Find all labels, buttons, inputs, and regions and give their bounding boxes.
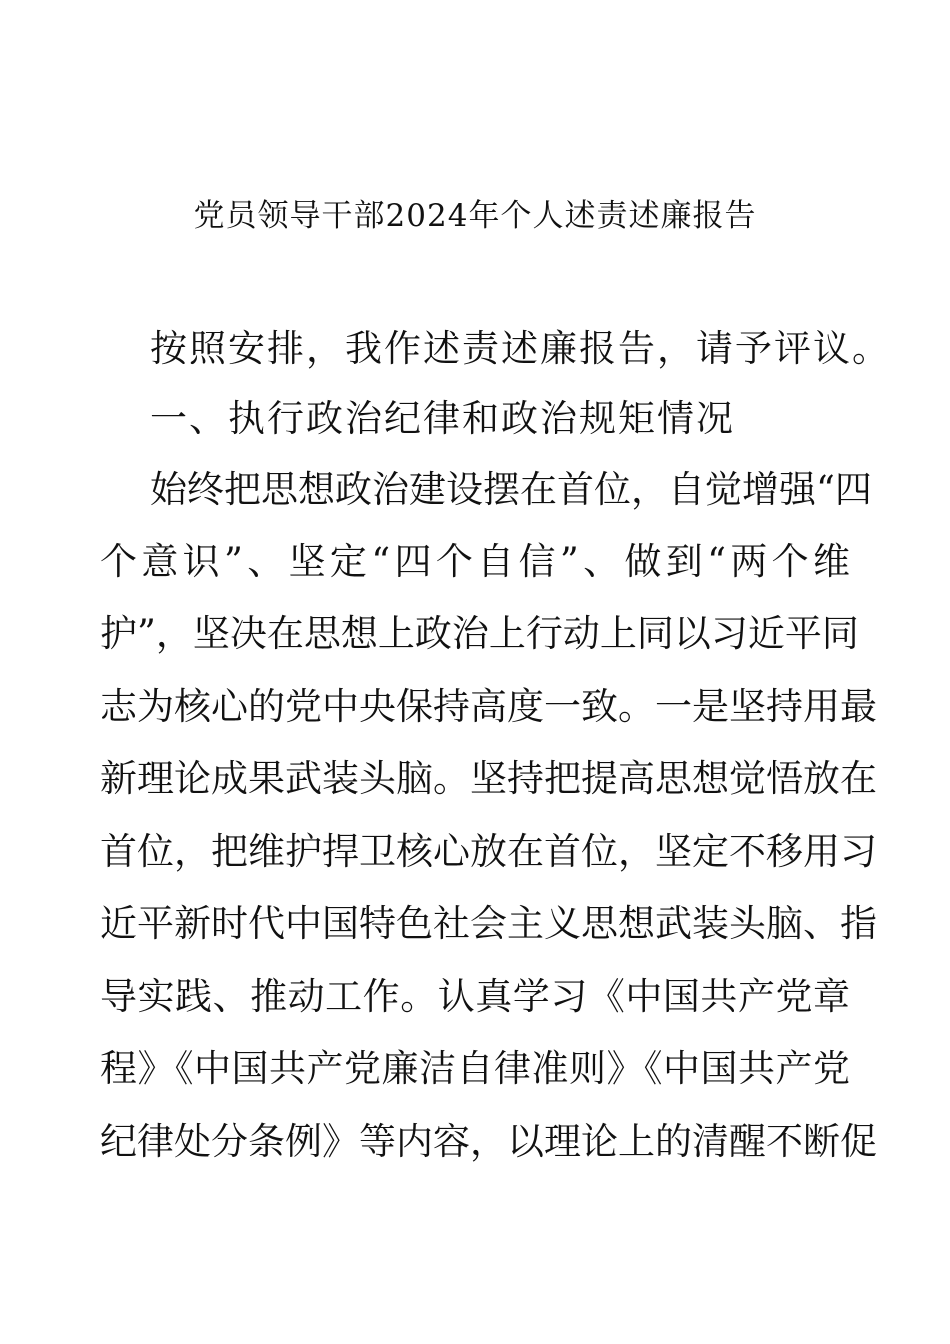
section-heading: 一、执行政治纪律和政治规矩情况 [150, 397, 735, 440]
body-line: 个意识”、坚定“四个自信”、做到“两个维 [100, 540, 850, 583]
document-title: 党员领导干部2024年个人述责述廉报告 [193, 198, 757, 234]
body-line: 首位，把维护捍卫核心放在首位，坚定不移用习 [100, 830, 877, 873]
body-line: 新理论成果武装头脑。坚持把提高思想觉悟放在 [100, 757, 877, 800]
body-line: 护”，坚决在思想上政治上行动上同以习近平同 [100, 612, 859, 655]
body-line: 纪律处分条例》等内容，以理论上的清醒不断促 [100, 1120, 877, 1163]
body-line: 近平新时代中国特色社会主义思想武装头脑、指 [100, 902, 877, 945]
intro-paragraph: 按照安排，我作述责述廉报告，请予评议。 [150, 327, 891, 370]
body-line: 导实践、推动工作。认真学习《中国共产党章 [100, 975, 850, 1018]
body-line: 始终把思想政治建设摆在首位，自觉增强“四 [150, 468, 872, 511]
body-line: 志为核心的党中央保持高度一致。一是坚持用最 [100, 685, 877, 728]
body-line: 程》《中国共产党廉洁自律准则》《中国共产党 [100, 1047, 850, 1090]
